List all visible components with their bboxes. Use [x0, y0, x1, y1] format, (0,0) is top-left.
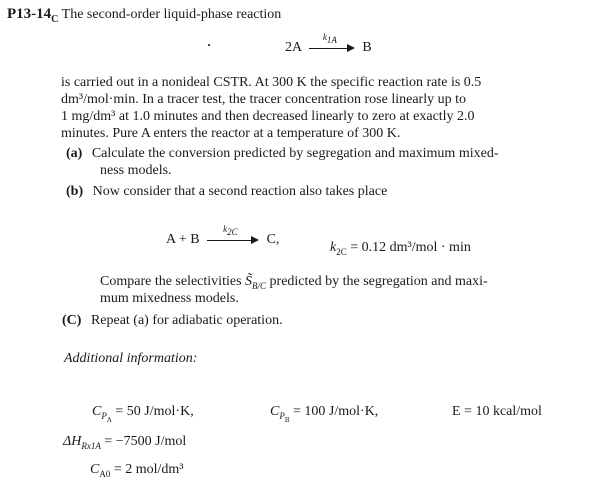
- intro-paragraph: [61, 74, 601, 142]
- inlet-concentration: $C_{A0} = 2$ mol/dm³: [90, 462, 184, 479]
- part-b: [66, 184, 387, 200]
- selectivity-symbol: S̃: [245, 274, 253, 289]
- intro-line: is carried out in a nonideal CSTR. At 300 K the specific reaction rate is 0.5: [61, 75, 482, 90]
- intro-line: minutes. Pure A enters the reactor at a temperature of 300 K.: [61, 126, 401, 141]
- intro-line: dm³/mol·min. In a tracer test, the tracer concentration rose linearly up to: [61, 92, 466, 107]
- additional-heading: Additional information:: [64, 351, 198, 366]
- heat-of-reaction: $\Delta H_{Rx1A} = -7500$ J/mol: [63, 434, 187, 451]
- part-b-label: (b): [66, 184, 84, 199]
- cp-b: $C_{P_B} = 100$ J/mol·K,: [270, 404, 379, 424]
- compare-line-1: Compare the selectivities $S̃_{B/C}$ predicted by the segregation and maxi-: [100, 274, 488, 291]
- activation-energy: E = 10 kcal/mol: [452, 404, 542, 419]
- reaction-1: [285, 31, 372, 56]
- compare-line-2: mum mixedness models.: [100, 291, 239, 306]
- reaction-1-left: 2A: [285, 40, 302, 55]
- reaction-arrow-icon: $k_{1A}$: [309, 41, 355, 55]
- problem-id: $P13-14_C$: [7, 6, 59, 25]
- cp-a: $C_{P_A} = 50$ J/mol·K,: [92, 404, 194, 424]
- part-c: [62, 313, 283, 329]
- part-a: [66, 146, 498, 162]
- part-c-text: Repeat (a) for adiabatic operation.: [90, 313, 283, 328]
- part-a-text: Calculate the conversion predicted by segregation and maximum mixed-: [91, 146, 499, 161]
- reaction-2-left: A + B: [166, 232, 200, 247]
- part-a-continued: ness models.: [100, 163, 172, 178]
- problem-title: The second-order liquid-phase reaction: [61, 7, 282, 22]
- intro-line: 1 mg/dm³ at 1.0 minutes and then decreased linearly to zero at exactly 2.0: [61, 109, 475, 124]
- part-c-label: (C): [62, 313, 82, 328]
- reaction-2: [166, 223, 280, 248]
- reaction-2-right: C,: [266, 232, 280, 247]
- part-b-text: Now consider that a second reaction also takes place: [92, 184, 388, 199]
- problem-header: [7, 6, 281, 25]
- part-a-label: (a): [66, 146, 83, 161]
- reaction-arrow-icon: $k_{2C}$: [207, 233, 259, 247]
- rate-constant-k2c: $k_{2C} = 0.12$ dm³/mol · min: [330, 240, 471, 257]
- reaction-1-right: B: [362, 40, 372, 55]
- stray-mark: [208, 44, 210, 46]
